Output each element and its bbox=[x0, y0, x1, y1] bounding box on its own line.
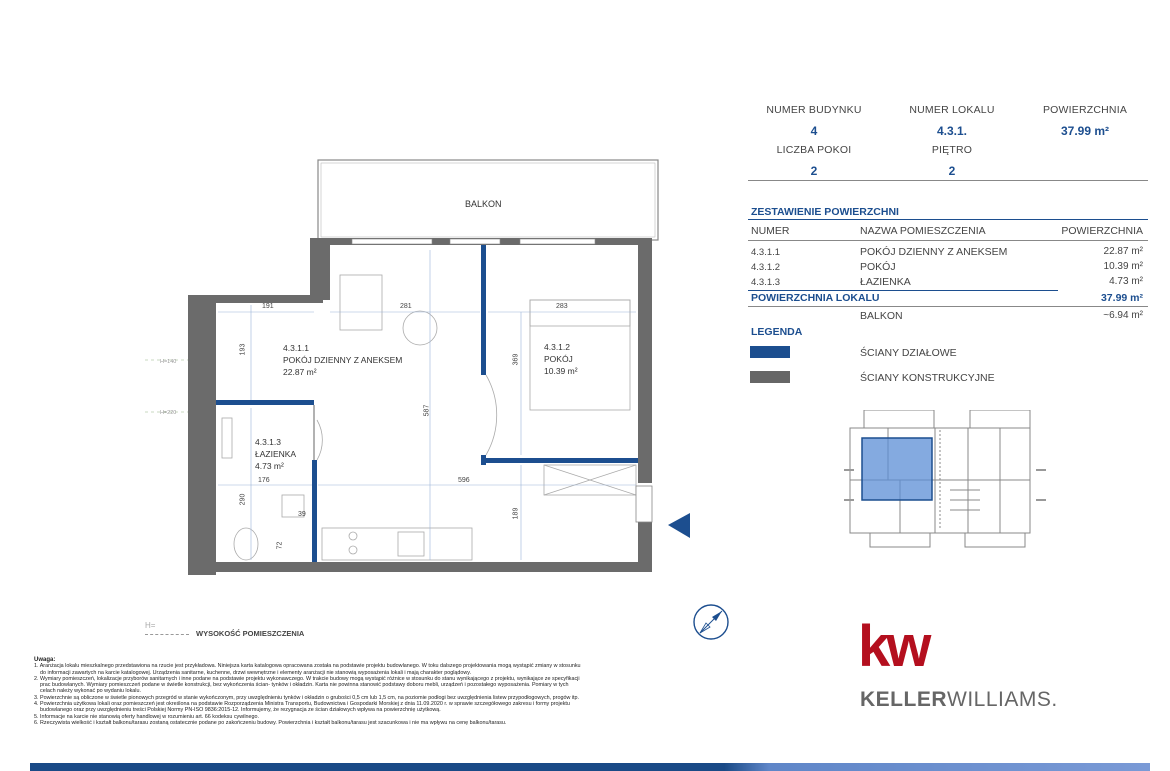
building-number: 4 bbox=[810, 124, 818, 138]
total-area-label: POWIERZCHNIA LOKALU bbox=[751, 292, 880, 304]
balcony-area: ~6.94 m² bbox=[1103, 310, 1143, 321]
room2-number: 4.3.1.2 bbox=[544, 342, 570, 352]
height-mark: H=140 bbox=[160, 359, 177, 365]
total-area-value: 37.99 m² bbox=[1100, 292, 1143, 304]
table-row-name: ŁAZIENKA bbox=[860, 276, 911, 288]
rooms-label: LICZBA POKOI bbox=[776, 144, 852, 156]
note-line: 5. Informacje na karcie nie stanowią oferty handlowej w rozumieniu art. 66 kodeksu cywilnego. bbox=[34, 713, 260, 720]
note-line: 2. Wymiary pomieszczeń, lokalizacje przyborów sanitarnych i inne podane na podstawie projektu wykonawczego. W trakcie budowy mogą wystąpić różnice w stosunku do stanu wynikającego z projektu, wynikające ze specyfikacji bbox=[34, 675, 580, 682]
col-area-header: POWIERZCHNIA bbox=[1061, 225, 1143, 237]
table-row-number: 4.3.1.2 bbox=[751, 262, 781, 273]
note-line: celach należy wykonać po wydaniu lokalu. bbox=[40, 688, 141, 695]
height-legend-symbol: H= bbox=[145, 621, 156, 630]
dimension-label: 281 bbox=[400, 303, 412, 310]
col-number-header: NUMER bbox=[751, 225, 790, 237]
key-plan bbox=[840, 410, 1055, 552]
table-row-name: POKÓJ DZIENNY Z ANEKSEM bbox=[860, 246, 1008, 258]
note-line: 4. Powierzchnia użytkowa lokali oraz pomieszczeń jest określona na podstawie Rozporządzenia Ministra Transportu, Budownictwa i Gospodarki Morskiej z dnia 11.09.2020 r. w sprawie szczegółowego zakresu i formy projektu bbox=[34, 701, 570, 708]
dimension-label: 369 bbox=[512, 353, 520, 366]
room1-name: POKÓJ DZIENNY Z ANEKSEM bbox=[283, 355, 403, 365]
legend-partition-swatch bbox=[750, 346, 790, 358]
legend-partition-label: ŚCIANY DZIAŁOWE bbox=[860, 347, 957, 359]
area-table-title: ZESTAWIENIE POWIERZCHNI bbox=[751, 206, 899, 218]
legend-structural-label: ŚCIANY KONSTRUKCYJNE bbox=[860, 372, 995, 384]
room3-name: ŁAZIENKA bbox=[255, 449, 297, 459]
table-row-name: POKÓJ bbox=[860, 261, 896, 273]
note-line: 1. Aranżacja lokalu mieszkalnego przedstawiona na rzucie jest przykładowa. Niniejsza karta katalogowa opracowana została na podstawie projektu budowlanego. W toku dalszego projektowania mogą wystąpić zmiany w stosunku bbox=[34, 663, 581, 670]
note-line: 6. Rzeczywista wielkość i kształt balkonu/tarasu zostaną ostatecznie podane po zakończeniu budowy. Powierzchnia i kształt balkonu/tarasu jest szacunkowa i nie ma wpływu na cenę balkonu/tarasu. bbox=[34, 719, 507, 726]
dimension-label: 596 bbox=[458, 477, 470, 484]
floor-value: 2 bbox=[948, 164, 956, 178]
divider bbox=[748, 219, 1148, 220]
logo-name-light: WILLIAMS bbox=[947, 688, 1052, 711]
footer-bar bbox=[30, 763, 1150, 771]
table-row-area: 22.87 m² bbox=[1103, 246, 1143, 257]
col-name-header: NAZWA POMIESZCZENIA bbox=[860, 225, 986, 237]
table-row-area: 4.73 m² bbox=[1109, 276, 1143, 287]
dimension-label: 193 bbox=[239, 343, 247, 356]
rooms-value: 2 bbox=[810, 164, 818, 178]
building-number-label: NUMER BUDYNKU bbox=[766, 104, 862, 116]
height-mark: H=220 bbox=[160, 410, 177, 416]
area-label: POWIERZCHNIA bbox=[1042, 104, 1128, 116]
divider bbox=[748, 180, 1148, 181]
table-row-number: 4.3.1.1 bbox=[751, 247, 781, 258]
table-row-number: 4.3.1.3 bbox=[751, 277, 781, 288]
table-row-area: 10.39 m² bbox=[1103, 261, 1143, 272]
area-value: 37.99 m² bbox=[1060, 124, 1110, 138]
unit-number-label: NUMER LOKALU bbox=[909, 104, 995, 116]
notes-block bbox=[34, 657, 749, 726]
height-legend-dash bbox=[145, 634, 189, 635]
legend-title: LEGENDA bbox=[751, 326, 803, 338]
dimension-label: 39 bbox=[298, 511, 306, 518]
compass-icon bbox=[692, 603, 730, 641]
note-line: 3. Powierzchnie są obliczone w świetle pionowych przegród w stanie wykończonym, przy uwzględnieniu tynków i okładzin o grubości 0,5 cm lub 1,5 cm, na poziomie podłogi bez uwzględnienia listew przypodłogowych, progów itp. bbox=[34, 694, 580, 701]
legend-structural-swatch bbox=[750, 371, 790, 383]
room3-area: 4.73 m² bbox=[255, 461, 284, 471]
room1-area: 22.87 m² bbox=[283, 367, 317, 377]
notes-title: Uwaga: bbox=[34, 657, 56, 663]
balcony-plan-label: BALKON bbox=[465, 199, 502, 209]
note-line: prac budowlanych. Wymiary pomieszczeń podane w świetle konstrukcji, bez wykończenia ścian- tynków i okładzin. Karta nie powinna stanowić podstawy doboru mebli, urządzeń i pozostałego wyposażenia. Pomiary w tych bbox=[40, 682, 569, 689]
keller-williams-wordmark bbox=[860, 688, 1058, 712]
dimension-label: 587 bbox=[423, 404, 431, 417]
logo-name-bold: KELLER bbox=[860, 688, 947, 711]
divider bbox=[748, 240, 1148, 241]
note-line: budowlanego oraz przy uwzględnieniu treści Polskiej Normy PN-ISO 9836:2015-12. Informujemy, że rezygnacja ze ścian działowych wpływa na powierzchnię użytkową. bbox=[40, 707, 441, 714]
room1-number: 4.3.1.1 bbox=[283, 343, 309, 353]
divider bbox=[748, 306, 1148, 307]
height-legend-label: WYSOKOŚĆ POMIESZCZENIA bbox=[196, 629, 305, 638]
room2-name: POKÓJ bbox=[544, 354, 573, 364]
floor-plan bbox=[140, 150, 700, 580]
dimension-label: 283 bbox=[556, 303, 568, 310]
room3-number: 4.3.1.3 bbox=[255, 437, 281, 447]
note-line: do informacji zawartych na karcie katalogowej. Urządzenia sanitarne, kuchenne, drzwi wewnętrzne i elementy aranżacji nie stanowią wyposażenia lokali i mają charakter poglądowy. bbox=[40, 669, 472, 676]
kw-logo-mark: kw bbox=[858, 614, 928, 679]
logo-suffix: . bbox=[1051, 688, 1058, 711]
unit-number: 4.3.1. bbox=[936, 124, 968, 138]
room2-area: 10.39 m² bbox=[544, 366, 578, 376]
dimension-label: 176 bbox=[258, 477, 270, 484]
dimension-label: 189 bbox=[512, 507, 520, 520]
dimension-label: 290 bbox=[239, 493, 247, 506]
floor-label: PIĘTRO bbox=[931, 144, 973, 156]
dimension-label: 72 bbox=[276, 541, 284, 550]
dimension-label: 191 bbox=[262, 303, 274, 310]
balcony-label: BALKON bbox=[860, 310, 903, 322]
divider bbox=[748, 290, 1058, 291]
